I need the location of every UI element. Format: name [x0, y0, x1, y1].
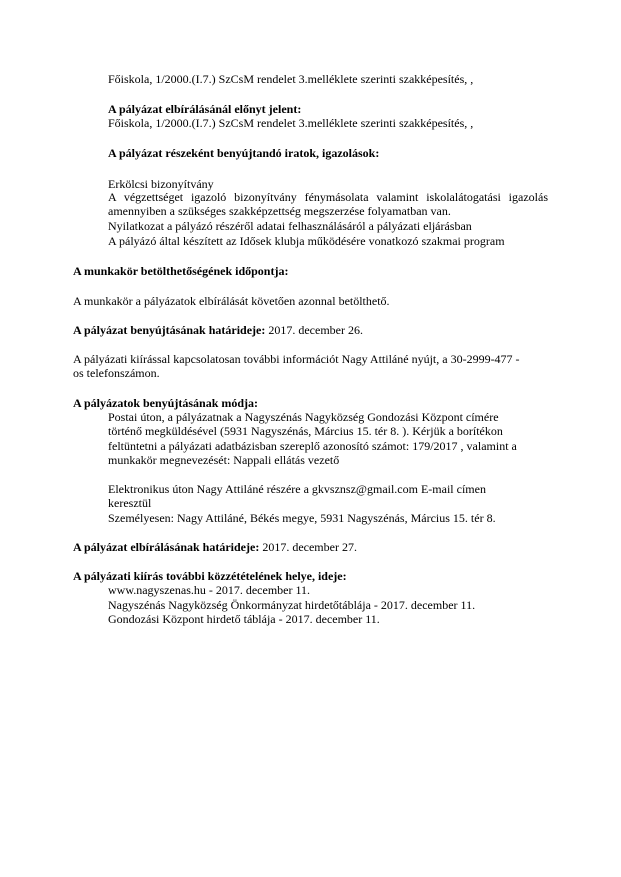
documents-item: A végzettséget igazoló bizonyítvány fénymásolata valamint iskolalátogatási igazolás — [108, 190, 548, 204]
evaluation-label: A pályázat elbírálásának határideje: — [73, 540, 260, 554]
postal-line: Postai úton, a pályázatnak a Nagyszénás Nagyközség Gondozási Központ címére — [108, 410, 499, 424]
documents-item: amennyiben a szükséges szakképzettség megszerzése folyamatban van. — [108, 204, 451, 218]
publication-heading: A pályázati kiírás további közzétételének helye, ideje: — [73, 569, 347, 583]
postal-line: munkakör megnevezését: Nappali ellátás vezető — [108, 453, 340, 467]
evaluation-deadline-line — [73, 541, 357, 554]
postal-line: feltüntetni a pályázati adatbázisban szereplő azonosító számot: 179/2017 , valamint a — [108, 439, 517, 453]
documents-item: Erkölcsi bizonyítvány — [108, 177, 214, 191]
documents-heading: A pályázat részeként benyújtandó iratok, igazolások: — [108, 146, 380, 160]
documents-item: A pályázó által készített az Idősek klubja működésére vonatkozó szakmai program — [108, 234, 505, 248]
submission-heading: A pályázatok benyújtásának módja: — [73, 396, 259, 410]
start-text: A munkakör a pályázatok elbírálását követően azonnal betölthető. — [73, 294, 390, 308]
advantage-qualification-line: Főiskola, 1/2000.(I.7.) SzCsM rendelet 3.melléklete szerinti szakképesítés, , — [108, 116, 474, 130]
documents-item: Nyilatkozat a pályázó részéről adatai felhasználásáról a pályázati eljárásban — [108, 219, 472, 233]
deadline-value: 2017. december 26. — [265, 323, 363, 337]
info-line: os telefonszámon. — [73, 366, 160, 380]
start-heading: A munkakör betölthetőségének időpontja: — [73, 264, 289, 278]
personal-line: Személyesen: Nagy Attiláné, Békés megye, 5931 Nagyszénás, Március 15. tér 8. — [108, 511, 496, 525]
deadline-line — [73, 324, 363, 337]
electronic-line: keresztül — [108, 496, 152, 510]
publication-line: Gondozási Központ hirdető táblája - 2017. december 11. — [108, 612, 380, 626]
info-line: A pályázati kiírással kapcsolatosan további információt Nagy Attiláné nyújt, a 30-2999-477 - — [73, 352, 520, 366]
evaluation-value: 2017. december 27. — [259, 540, 357, 554]
electronic-line: Elektronikus úton Nagy Attiláné részére a gkvsznsz@gmail.com E-mail címen — [108, 482, 486, 496]
deadline-label: A pályázat benyújtásának határideje: — [73, 323, 266, 337]
publication-line: www.nagyszenas.hu - 2017. december 11. — [108, 583, 311, 597]
qualification-line: Főiskola, 1/2000.(I.7.) SzCsM rendelet 3.melléklete szerinti szakképesítés, , — [108, 72, 474, 86]
publication-line: Nagyszénás Nagyközség Önkormányzat hirdetőtáblája - 2017. december 11. — [108, 598, 476, 612]
advantage-heading: A pályázat elbírálásánál előnyt jelent: — [108, 102, 302, 116]
postal-line: történő megküldésével (5931 Nagyszénás, Március 15. tér 8. ). Kérjük a borítékon — [108, 424, 503, 438]
